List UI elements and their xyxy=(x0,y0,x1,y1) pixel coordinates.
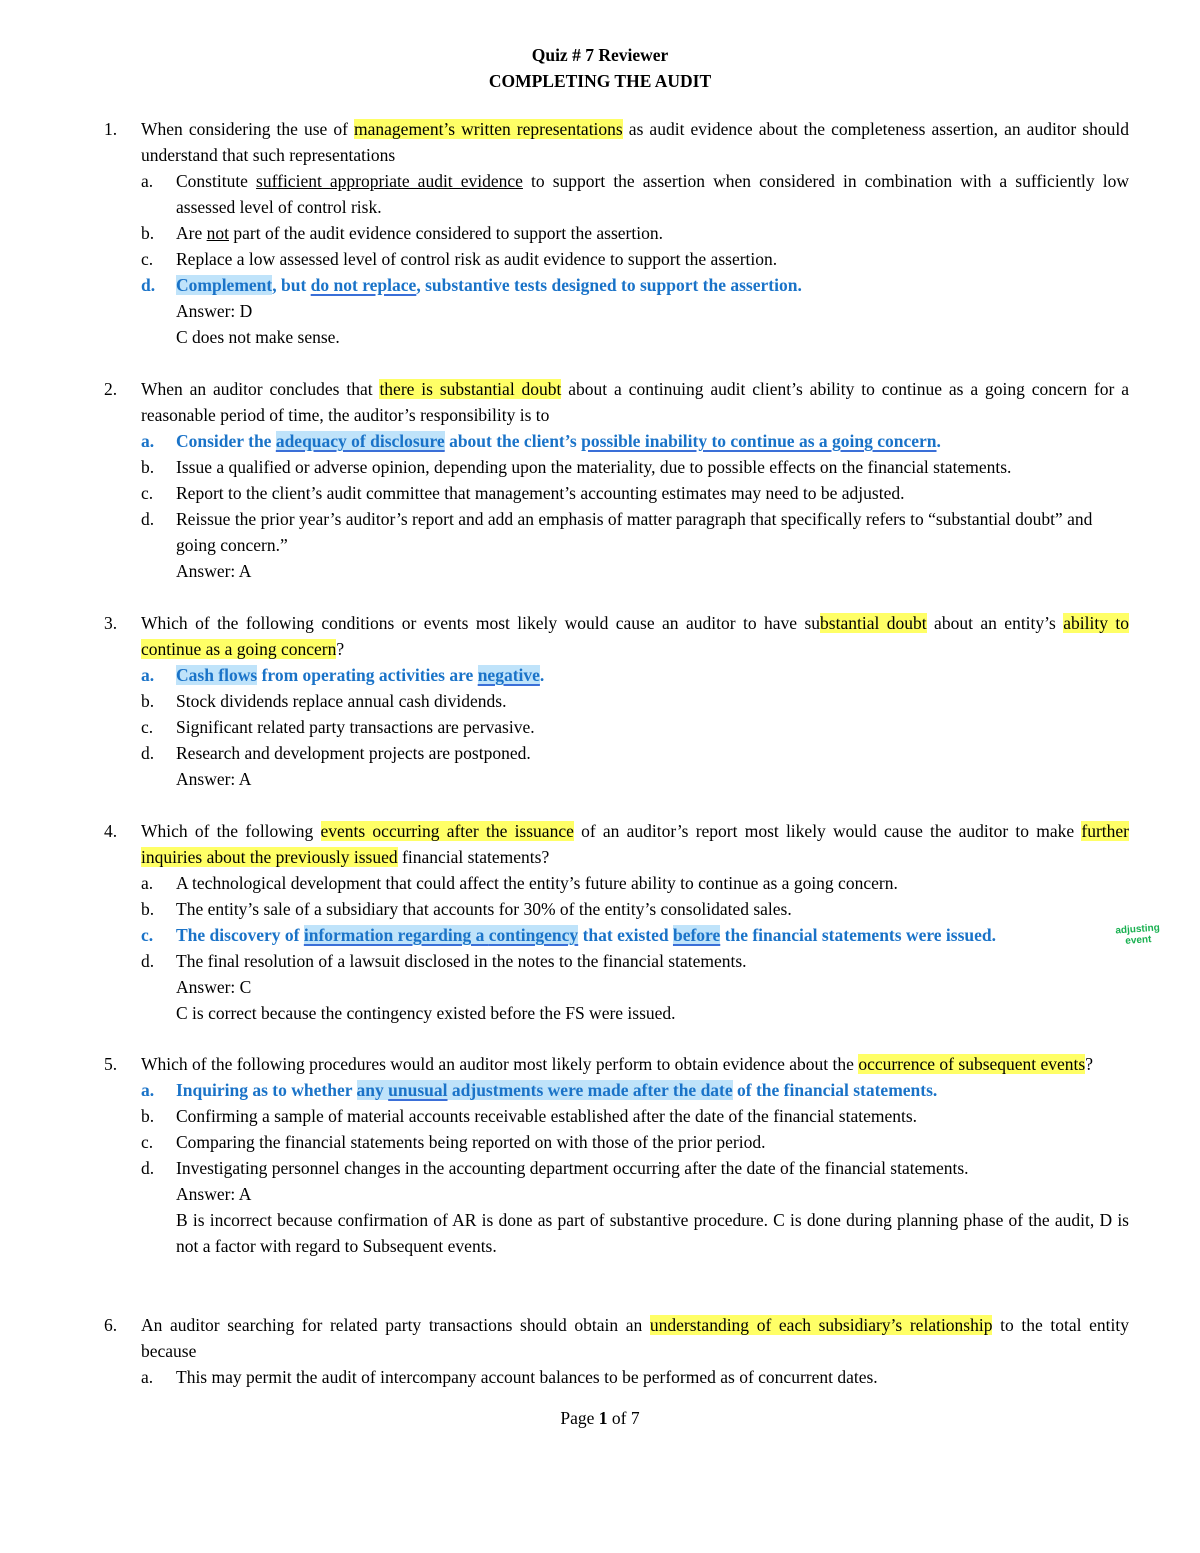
question-5 xyxy=(104,1051,1129,1259)
option-a: a. Constitute sufficient appropriate audit evidence to support the assertion when considered in combination with a sufficiently low assessed level of control risk. xyxy=(141,171,1130,217)
question-stem: 4. Which of the following events occurring after the issuance of an auditor’s report most likely would cause the auditor to make further inquiries about the previously issued financial statements? xyxy=(104,818,1129,870)
page-total: 7 xyxy=(630,1408,640,1428)
option-a: a. This may permit the audit of intercompany account balances to be performed as of concurrent dates. xyxy=(141,1367,878,1387)
option-d: d. Reissue the prior year’s auditor’s report and add an emphasis of matter paragraph that specifically refers to “substantial doubt” and going concern.” xyxy=(141,509,1093,555)
option-b: b. Are not part of the audit evidence considered to support the assertion. xyxy=(141,223,663,243)
question-2 xyxy=(104,376,1129,584)
option-b: b. The entity’s sale of a subsidiary that accounts for 30% of the entity’s consolidated sales. xyxy=(141,899,792,919)
page-subtitle: COMPLETING THE AUDIT xyxy=(488,71,712,91)
highlight: management’s written representations xyxy=(354,119,623,139)
answer: Answer: D xyxy=(176,301,253,321)
answer: Answer: A xyxy=(176,1184,252,1204)
question-6 xyxy=(104,1312,1129,1390)
answer: Answer: A xyxy=(176,561,252,581)
highlight: there is substantial doubt xyxy=(379,379,562,399)
question-number: 4. xyxy=(104,821,118,841)
explanation: B is incorrect because confirmation of AR is done as part of substantive procedure. C is done during planning phase of the audit, D is not a factor with regard to Subsequent events. xyxy=(176,1210,1129,1256)
option-d-correct: d. Complement, but do not replace, substantive tests designed to support the assertion. xyxy=(141,275,802,295)
handwritten-margin-note: adjusting event xyxy=(1115,922,1161,947)
page-title: Quiz # 7 Reviewer xyxy=(531,45,669,65)
option-b: b. Issue a qualified or adverse opinion, depending upon the materiality, due to possible effects on the financial statements. xyxy=(141,457,1012,477)
question-1 xyxy=(104,116,1129,350)
page-number: 1 xyxy=(598,1408,608,1428)
option-d: d. Investigating personnel changes in the accounting department occurring after the date of the financial statements. xyxy=(141,1158,969,1178)
option-a-correct: a. Inquiring as to whether any unusual adjustments were made after the date of the financial statements. xyxy=(141,1080,938,1100)
question-number: 1. xyxy=(104,119,118,139)
question-number: 2. xyxy=(104,379,118,399)
answer: Answer: A xyxy=(176,769,252,789)
question-stem: 3. Which of the following conditions or events most likely would cause an auditor to have substantial doubt about an entity’s ability to continue as a going concern? xyxy=(104,610,1129,662)
option-c: c. Report to the client’s audit committee that management’s accounting estimates may need to be adjusted. xyxy=(141,483,905,503)
page-footer: Page 1 of 7 xyxy=(560,1408,640,1428)
option-a-correct: a. Cash flows from operating activities are negative. xyxy=(141,665,545,685)
answer: Answer: C xyxy=(176,977,252,997)
question-stem: 6. An auditor searching for related party transactions should obtain an understanding of each subsidiary’s relationship to the total entity because xyxy=(104,1312,1129,1364)
option-d: d. Research and development projects are postponed. xyxy=(141,743,531,763)
option-b: b. Confirming a sample of material accounts receivable established after the date of the financial statements. xyxy=(141,1106,918,1126)
question-stem: 1. When considering the use of management’s written representations as audit evidence about the completeness assertion, an auditor should understand that such representations xyxy=(104,116,1129,168)
option-b: b. Stock dividends replace annual cash dividends. xyxy=(141,691,507,711)
option-c-correct: c. The discovery of information regarding a contingency that existed before the financial statements were issued. xyxy=(141,925,997,945)
option-c: c. Significant related party transactions are pervasive. xyxy=(141,717,535,737)
question-stem: 5. Which of the following procedures would an auditor most likely perform to obtain evidence about the occurrence of subsequent events? xyxy=(104,1051,1129,1077)
question-number: 6. xyxy=(104,1315,118,1335)
explanation: C does not make sense. xyxy=(176,327,340,347)
option-c: c. Comparing the financial statements being reported on with those of the prior period. xyxy=(141,1132,766,1152)
explanation: C is correct because the contingency existed before the FS were issued. xyxy=(176,1003,676,1023)
option-a-correct: a. Consider the adequacy of disclosure about the client’s possible inability to continue as a going concern. xyxy=(141,431,941,451)
option-c: c. Replace a low assessed level of control risk as audit evidence to support the assertion. xyxy=(141,249,778,269)
question-3 xyxy=(104,610,1129,792)
option-a: a. A technological development that could affect the entity’s future ability to continue as a going concern. xyxy=(141,873,898,893)
question-stem: 2. When an auditor concludes that there is substantial doubt about a continuing audit client’s ability to continue as a going concern for a reasonable period of time, the auditor’s responsibility is to xyxy=(104,376,1129,428)
question-number: 5. xyxy=(104,1054,118,1074)
question-4 xyxy=(104,818,1129,1026)
option-d: d. The final resolution of a lawsuit disclosed in the notes to the financial statements. xyxy=(141,951,747,971)
question-number: 3. xyxy=(104,613,118,633)
